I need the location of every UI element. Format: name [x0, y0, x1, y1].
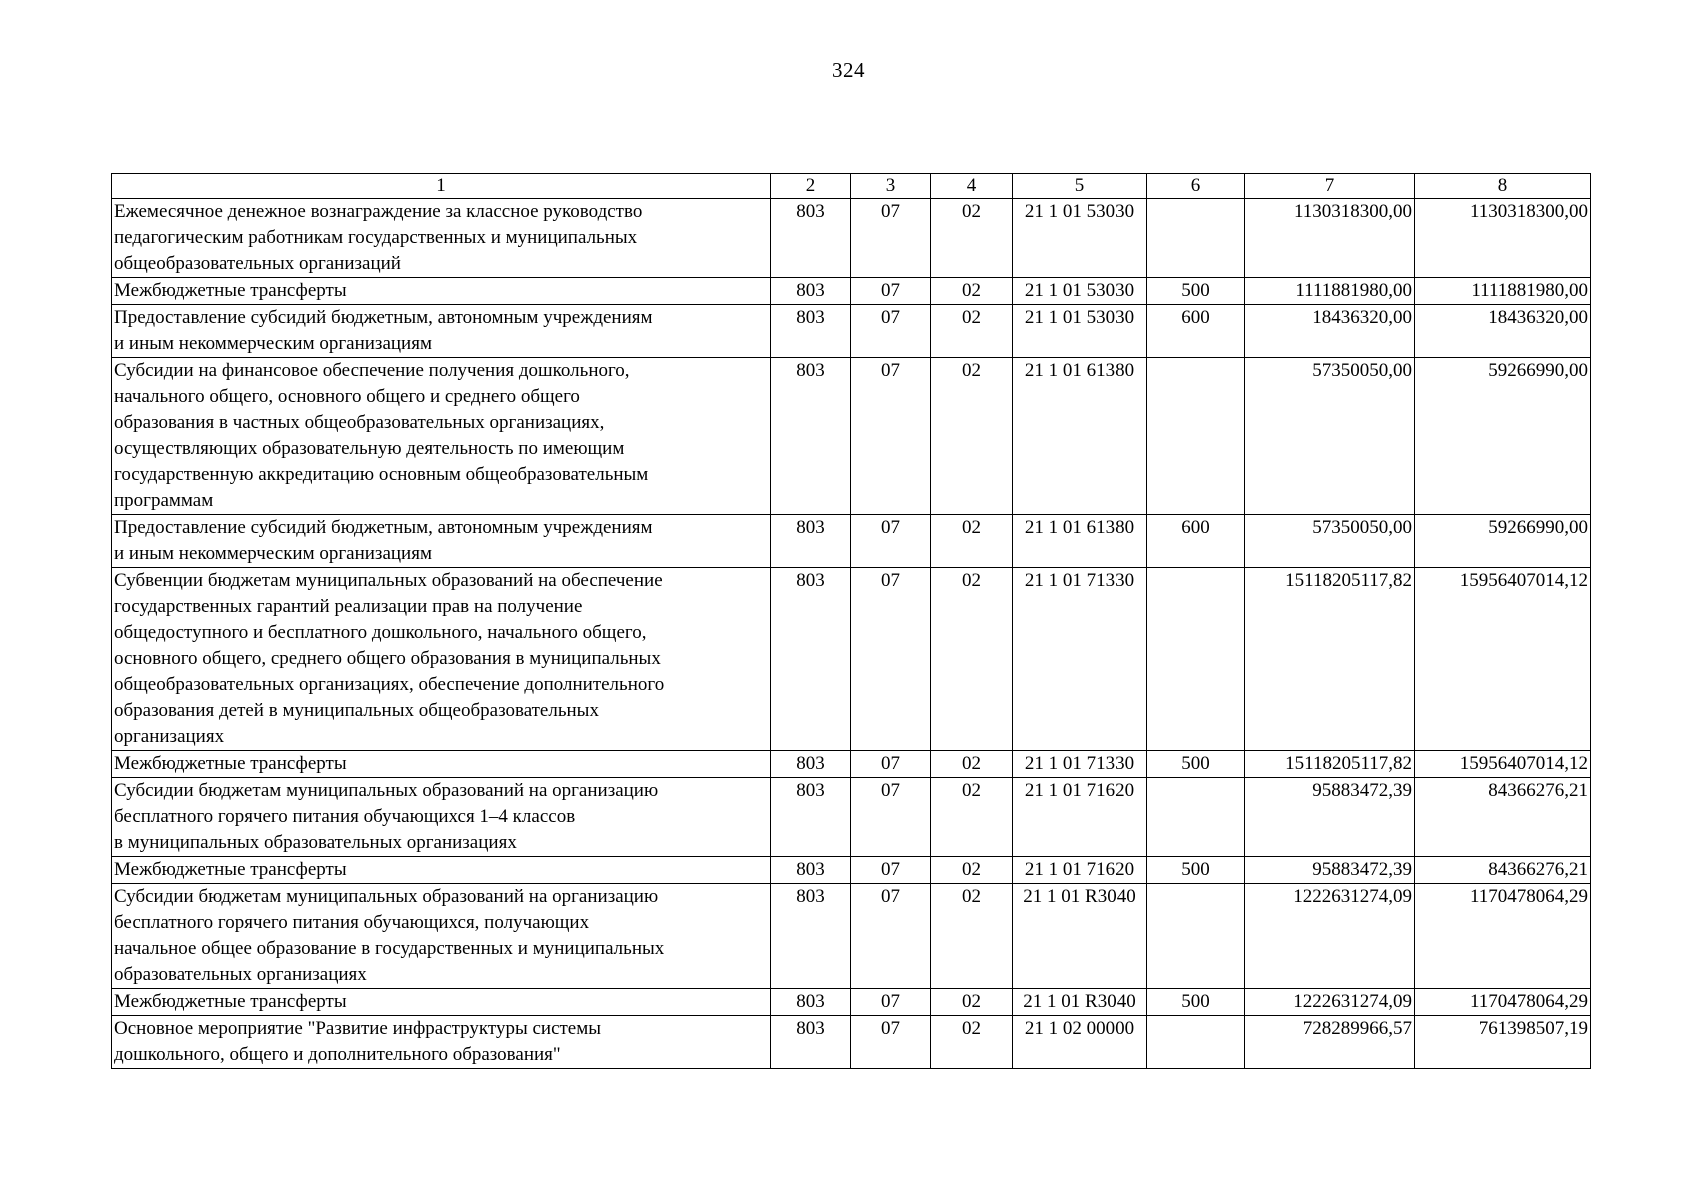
description-line: основного общего, среднего общего образования в муниципальных [114, 648, 661, 669]
expense-type-code [1147, 358, 1245, 515]
target-article-code: 21 1 01 71330 [1013, 568, 1147, 751]
ministry-code: 803 [771, 568, 851, 751]
description-line: общедоступного и бесплатного дошкольного, начального общего, [114, 622, 647, 643]
table-row [112, 1016, 1591, 1069]
row-description [112, 857, 771, 884]
table-header-row [112, 174, 1591, 199]
description-line: Субсидии на финансовое обеспечение получения дошкольного, [114, 360, 630, 381]
table-row [112, 305, 1591, 358]
target-article-code: 21 1 01 71620 [1013, 778, 1147, 857]
budget-table [111, 173, 1591, 1069]
row-description [112, 305, 771, 358]
subsection-code: 02 [931, 778, 1013, 857]
page-number: 324 [832, 58, 865, 82]
expense-type-code [1147, 778, 1245, 857]
table-row [112, 199, 1591, 278]
amount-year-2: 15956407014,12 [1415, 751, 1591, 778]
description-line: организациях [114, 726, 225, 747]
amount-year-2: 1170478064,29 [1415, 884, 1591, 989]
description-line: Основное мероприятие "Развитие инфраструктуры системы [114, 1018, 602, 1039]
target-article-code: 21 1 01 71620 [1013, 857, 1147, 884]
description-line: Межбюджетные трансферты [114, 991, 347, 1012]
description-line: Межбюджетные трансферты [114, 753, 347, 774]
amount-year-1: 57350050,00 [1245, 358, 1415, 515]
description-line: образовательных организациях [114, 964, 367, 985]
table-row [112, 778, 1591, 857]
target-article-code: 21 1 02 00000 [1013, 1016, 1147, 1069]
amount-year-1: 1222631274,09 [1245, 989, 1415, 1016]
description-line: Предоставление субсидий бюджетным, автономным учреждениям [114, 307, 653, 328]
table-row [112, 884, 1591, 989]
amount-year-1: 95883472,39 [1245, 857, 1415, 884]
column-header: 2 [771, 174, 851, 199]
column-header: 6 [1147, 174, 1245, 199]
subsection-code: 02 [931, 515, 1013, 568]
amount-year-1: 1222631274,09 [1245, 884, 1415, 989]
subsection-code: 02 [931, 857, 1013, 884]
section-code: 07 [851, 568, 931, 751]
amount-year-2: 84366276,21 [1415, 857, 1591, 884]
table-row [112, 568, 1591, 751]
ministry-code: 803 [771, 305, 851, 358]
row-description [112, 778, 771, 857]
description-line: Межбюджетные трансферты [114, 859, 347, 880]
description-line: Предоставление субсидий бюджетным, автономным учреждениям [114, 517, 653, 538]
description-line: программам [114, 490, 214, 511]
amount-year-1: 728289966,57 [1245, 1016, 1415, 1069]
row-description [112, 751, 771, 778]
description-line: в муниципальных образовательных организациях [114, 832, 517, 853]
subsection-code: 02 [931, 358, 1013, 515]
section-code: 07 [851, 199, 931, 278]
description-line: Субвенции бюджетам муниципальных образований на обеспечение [114, 570, 663, 591]
row-description [112, 278, 771, 305]
ministry-code: 803 [771, 857, 851, 884]
description-line: Межбюджетные трансферты [114, 280, 347, 301]
description-line: образования детей в муниципальных общеобразовательных [114, 700, 599, 721]
expense-type-code [1147, 1016, 1245, 1069]
subsection-code: 02 [931, 305, 1013, 358]
amount-year-1: 15118205117,82 [1245, 751, 1415, 778]
subsection-code: 02 [931, 568, 1013, 751]
section-code: 07 [851, 1016, 931, 1069]
section-code: 07 [851, 857, 931, 884]
row-description [112, 515, 771, 568]
section-code: 07 [851, 751, 931, 778]
description-line: Субсидии бюджетам муниципальных образований на организацию [114, 886, 659, 907]
description-line: начального общего, основного общего и среднего общего [114, 386, 580, 407]
section-code: 07 [851, 989, 931, 1016]
row-description [112, 989, 771, 1016]
target-article-code: 21 1 01 61380 [1013, 358, 1147, 515]
amount-year-2: 15956407014,12 [1415, 568, 1591, 751]
subsection-code: 02 [931, 199, 1013, 278]
amount-year-2: 1130318300,00 [1415, 199, 1591, 278]
expense-type-code: 500 [1147, 989, 1245, 1016]
expense-type-code: 600 [1147, 305, 1245, 358]
section-code: 07 [851, 515, 931, 568]
amount-year-1: 95883472,39 [1245, 778, 1415, 857]
description-line: осуществляющих образовательную деятельность по имеющим [114, 438, 625, 459]
description-line: государственных гарантий реализации прав на получение [114, 596, 583, 617]
amount-year-1: 15118205117,82 [1245, 568, 1415, 751]
description-line: педагогическим работникам государственных и муниципальных [114, 227, 638, 248]
target-article-code: 21 1 01 71330 [1013, 751, 1147, 778]
amount-year-2: 1111881980,00 [1415, 278, 1591, 305]
expense-type-code: 500 [1147, 857, 1245, 884]
section-code: 07 [851, 305, 931, 358]
expense-type-code [1147, 568, 1245, 751]
table-row [112, 358, 1591, 515]
expense-type-code: 500 [1147, 751, 1245, 778]
expense-type-code [1147, 199, 1245, 278]
subsection-code: 02 [931, 884, 1013, 989]
description-line: и иным некоммерческим организациям [114, 333, 432, 354]
table-row [112, 515, 1591, 568]
description-line: бесплатного горячего питания обучающихся 1–4 классов [114, 806, 576, 827]
row-description [112, 1016, 771, 1069]
column-header: 5 [1013, 174, 1147, 199]
target-article-code: 21 1 01 53030 [1013, 305, 1147, 358]
description-line: начальное общее образование в государственных и муниципальных [114, 938, 665, 959]
ministry-code: 803 [771, 515, 851, 568]
ministry-code: 803 [771, 884, 851, 989]
amount-year-1: 1111881980,00 [1245, 278, 1415, 305]
section-code: 07 [851, 884, 931, 989]
target-article-code: 21 1 01 53030 [1013, 278, 1147, 305]
table-row [112, 751, 1591, 778]
description-line: и иным некоммерческим организациям [114, 543, 432, 564]
amount-year-1: 1130318300,00 [1245, 199, 1415, 278]
subsection-code: 02 [931, 1016, 1013, 1069]
ministry-code: 803 [771, 751, 851, 778]
column-header: 3 [851, 174, 931, 199]
column-header: 7 [1245, 174, 1415, 199]
description-line: общеобразовательных организациях, обеспечение дополнительного [114, 674, 665, 695]
description-line: Ежемесячное денежное вознаграждение за классное руководство [114, 201, 643, 222]
description-line: общеобразовательных организаций [114, 253, 401, 274]
description-line: бесплатного горячего питания обучающихся, получающих [114, 912, 590, 933]
target-article-code: 21 1 01 R3040 [1013, 884, 1147, 989]
section-code: 07 [851, 278, 931, 305]
expense-type-code [1147, 884, 1245, 989]
ministry-code: 803 [771, 1016, 851, 1069]
target-article-code: 21 1 01 61380 [1013, 515, 1147, 568]
amount-year-2: 59266990,00 [1415, 358, 1591, 515]
description-line: государственную аккредитацию основным общеобразовательным [114, 464, 649, 485]
amount-year-1: 57350050,00 [1245, 515, 1415, 568]
ministry-code: 803 [771, 358, 851, 515]
row-description [112, 199, 771, 278]
amount-year-1: 18436320,00 [1245, 305, 1415, 358]
section-code: 07 [851, 778, 931, 857]
column-header: 4 [931, 174, 1013, 199]
description-line: дошкольного, общего и дополнительного образования" [114, 1044, 561, 1065]
row-description [112, 884, 771, 989]
subsection-code: 02 [931, 751, 1013, 778]
section-code: 07 [851, 358, 931, 515]
amount-year-2: 1170478064,29 [1415, 989, 1591, 1016]
target-article-code: 21 1 01 53030 [1013, 199, 1147, 278]
subsection-code: 02 [931, 278, 1013, 305]
column-header: 1 [112, 174, 771, 199]
amount-year-2: 18436320,00 [1415, 305, 1591, 358]
amount-year-2: 761398507,19 [1415, 1016, 1591, 1069]
table-row [112, 857, 1591, 884]
ministry-code: 803 [771, 199, 851, 278]
description-line: Субсидии бюджетам муниципальных образований на организацию [114, 780, 659, 801]
column-header: 8 [1415, 174, 1591, 199]
subsection-code: 02 [931, 989, 1013, 1016]
table-row [112, 989, 1591, 1016]
row-description [112, 358, 771, 515]
row-description [112, 568, 771, 751]
ministry-code: 803 [771, 989, 851, 1016]
target-article-code: 21 1 01 R3040 [1013, 989, 1147, 1016]
amount-year-2: 84366276,21 [1415, 778, 1591, 857]
description-line: образования в частных общеобразовательных организациях, [114, 412, 605, 433]
expense-type-code: 500 [1147, 278, 1245, 305]
expense-type-code: 600 [1147, 515, 1245, 568]
amount-year-2: 59266990,00 [1415, 515, 1591, 568]
ministry-code: 803 [771, 278, 851, 305]
ministry-code: 803 [771, 778, 851, 857]
table-row [112, 278, 1591, 305]
